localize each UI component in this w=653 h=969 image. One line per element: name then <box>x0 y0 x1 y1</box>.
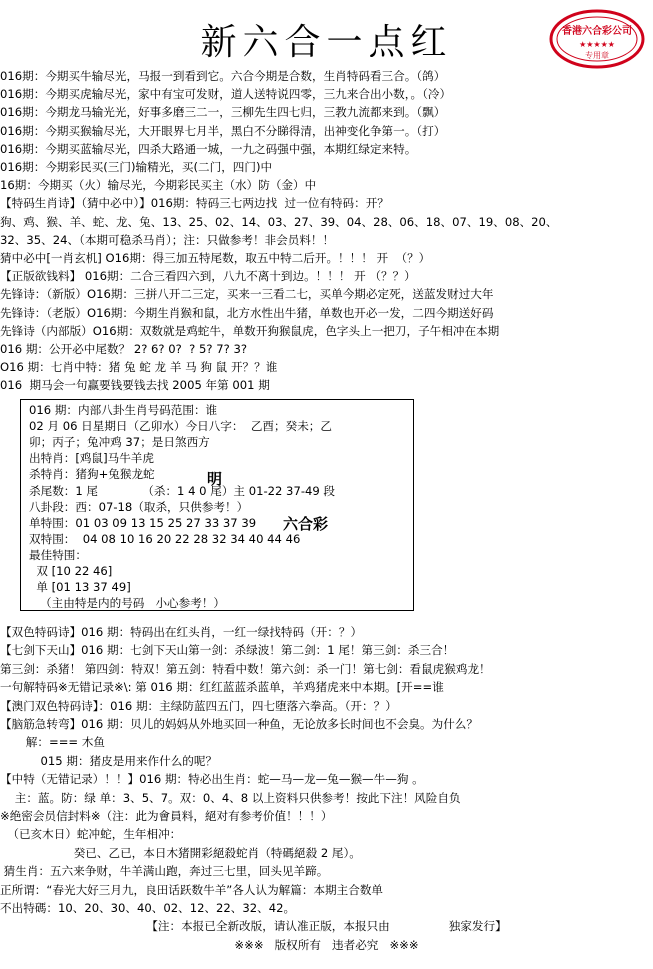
text-line: 癸已、乙已，本日木猪開彩絕殺蛇肖（特碼絕殺 2 尾）。 <box>0 845 361 860</box>
text-line: 16期：今期买（火）输尽光，今期彩民买主（水）防（金）中 <box>0 178 317 193</box>
text-line: 【脑筋急转弯】016 期：贝儿的妈妈从外地买回一种鱼，无论放多长时间也不会臭。为什么？ <box>0 717 478 731</box>
text-line: 016 期马会一句赢要钱要钱去找 2005 年第 001 期 <box>0 378 270 393</box>
text-line: 猜生肖：五六来争财，牛羊满山跑，奔过三七里，回头见羊蹄。 <box>0 864 329 879</box>
seal-stamp <box>548 8 646 70</box>
text-line: 【澳门双色特码诗】：016 期：主绿防蓝四五门，四七堕落六拳高。（开：？） <box>0 698 397 713</box>
seal-stars: ★★★★★ <box>579 40 615 49</box>
box-line: 八卦段：西：07-18（取杀，只供参考！） <box>29 499 249 514</box>
seal-top-text: 香港六合彩公司 <box>562 26 632 37</box>
text-line: 解：=== 木鱼 <box>0 735 106 750</box>
text-line: 第三剑：杀猪！ 第四剑：特双！第五剑：特看中数！第六剑：杀一门！第七剑：看鼠虎猴鸡龙！ <box>0 661 491 676</box>
text-line: 一句解特码※无错记录※\: 第 016 期：红红蓝蓝杀蓝单，羊鸡猪虎来中本期。[开==谁 <box>0 680 444 695</box>
box-line: 出特肖：[鸡鼠]马牛羊虎 <box>29 451 154 466</box>
text-line: 先锋诗：（新版）O16期：三拼八开二三定，买来一三看二七，买单今期必定死，送蓝发财过大年 <box>0 287 494 302</box>
box-blot-1: 明 <box>207 470 223 488</box>
text-line: ※绝密会员信封料※（注：此为會員料，絕对有参考价值！！！） <box>0 809 333 823</box>
page-title: 新六合一点红 <box>200 22 453 63</box>
text-line: 正所谓：“春光大好三月九，良田话跃数牛羊”各人认为解篇：本期主合数单 <box>0 882 384 897</box>
text-line: 016期：今期买猴输尽光，大开眼界七月半，黑白不分睇得清，出神变化争第一。（打） <box>0 123 446 138</box>
text-line: 015 期：猪皮是用来作什么的呢？ <box>0 753 218 768</box>
text-line: 016期：今期龙马输光光，好事多磨三二一，三柳先生四七归，三教九流都来到。（飘） <box>0 105 446 120</box>
box-line: 02 月 06 日星期日（乙卯水）今日八字： 乙酉；癸未；乙 <box>29 419 332 434</box>
box-line: 016 期：内部八卦生肖号码范围：谁 <box>29 403 218 417</box>
text-line: O16 期：七肖中特：猪 兔 蛇 龙 羊 马 狗 鼠 开？？谁 <box>0 360 278 375</box>
text-line: 【七剑下天山】016 期：七剑下天山第一剑：杀绿波！第二剑：1 尾！第三剑：杀三合！ <box>0 643 455 658</box>
text-line: 不出特碼：10、20、30、40、02、12、22、32、42。 <box>0 901 296 915</box>
box-line: 单 [01 13 37 49] <box>29 580 131 595</box>
box-line: 双特围： 04 08 10 16 20 22 28 32 34 40 44 46 <box>29 531 301 546</box>
text-line: 016期：今期彩民买(三门)输精光，买(二门，四门)中 <box>0 160 273 174</box>
box-line: 杀特肖：猪狗+兔猴龙蛇 <box>29 467 155 482</box>
text-line: 狗、鸡、猴、羊、蛇、龙、兔、13、25、02、14、03、27、39、04、28、06、18、07、19、08、20、 <box>0 214 558 229</box>
text-line: 【特码生肖诗】（猜中必中）】016期：特码三七两边找 过一位有特码：开？ <box>0 196 389 211</box>
box-line: 杀尾数：1 尾 （杀：1 4 0 尾）主 01-22 37-49 段 <box>29 483 336 498</box>
text-line: 【中特（无错记录）！！】016 期：特必出生肖：蛇—马—龙—兔—猴—牛—狗 。 <box>0 772 424 787</box>
box-blot-2: 六合彩 <box>283 515 329 533</box>
text-line: 猜中必中[一肖玄机] O16期：得三加五特尾数，取五中特二后开。！！！ 开 （？） <box>0 251 431 265</box>
text-line: 先锋诗（内部版）O16期：双数就是鸡蛇牛，单数开狗猴鼠虎，色字头上一把刀，子午相冲在本期 <box>0 323 500 338</box>
bagua-info-box <box>20 399 414 611</box>
text-line: 016 期：公开必中尾数？ 2? 6? 0? ? 5? 7? 3? <box>0 342 247 356</box>
box-line: （主由特是内的号码 小心参考！） <box>29 596 226 611</box>
text-line: 主：蓝。防：绿 单：3、5、7。双：0、4、8 以上资料只供参考！按此下注！风险自负 <box>0 790 461 805</box>
text-line: 016期：今期买牛输尽光，马报一到看到它。六合今期是合数，生肖特码看三合。（鸽） <box>0 69 446 83</box>
text-line: ※※※ 版权所有 违者必究 ※※※ <box>234 937 419 952</box>
text-line: （已亥木日）蛇冲蛇，生年相冲： <box>0 827 182 842</box>
text-line: 【双色特码诗】016 期：特码出在红头肖，一红一绿找特码（开：？） <box>0 625 363 639</box>
text-line: 【正版欲钱料】 016期：二合三看四六到，八九不离十到边。！！！ 开 （？？） <box>0 269 416 284</box>
box-line: 单特围：01 03 09 13 15 25 27 33 37 39 <box>29 515 257 530</box>
text-line: 【注：本报已全新改版，请认准正版，本报只由 独家发行】 <box>146 919 507 934</box>
box-line: 卯；丙子；兔冲鸡 37；是日煞西方 <box>29 435 210 450</box>
text-line: 016期：今期买虎输尽光，家中有宝可发财，道人送特说四零，三九来合出小数，。（冷） <box>0 87 452 102</box>
seal-bottom-text: 专用章 <box>585 51 609 60</box>
text-line: 016期：今期买蓝输尽光，四杀大路通一城，一九之码强中强，本期红绿定来特。 <box>0 141 417 156</box>
text-line: 32、35、24、（本期可稳杀马肖）；注：只做参考！非会员料！！ <box>0 232 335 247</box>
box-line: 最佳特围： <box>29 547 87 562</box>
box-line: 双 [10 22 46] <box>29 564 113 578</box>
text-line: 先锋诗：（老版）O16期：今期生肖猴和鼠，北方水性出牛猪，单数也开必一发，二四今期送好码 <box>0 305 494 320</box>
